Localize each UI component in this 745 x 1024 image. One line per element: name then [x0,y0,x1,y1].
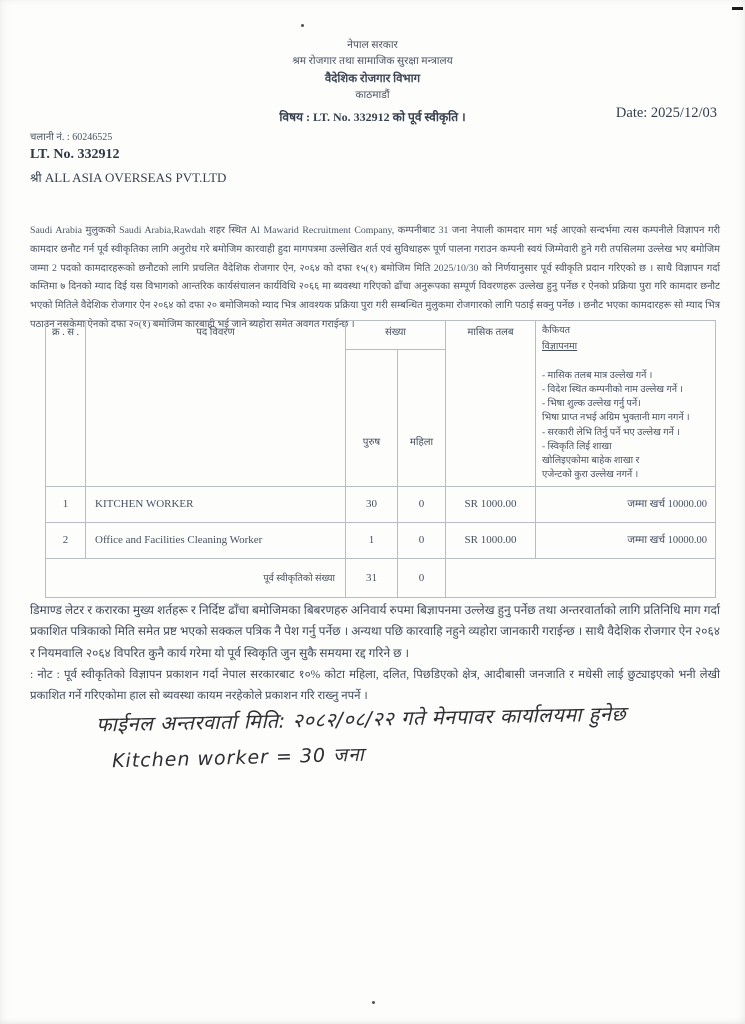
row-position: Office and Facilities Cleaning Worker [86,522,346,558]
row-male-count: 1 [346,522,398,558]
approval-paragraph: Saudi Arabia मुलुकको Saudi Arabia,Rawdah शहर स्थित Al Mawarid Recruitment Company, कम्पनीबाट 31 जना नेपाली कामदार माग भई आएको सन्दर्भमा त्यस कम्पनीले विज्ञापन गरी कामदार छनौट गर्न पूर्व स्वीकृतिका लागि अनुरोध गरे बमोजिम कारवाही हुदा मागपत्रमा उल्लेखित शर्त एवं सुविधाहरू पूर्ण पालना गराउन कम्पनी स्वयं जिम्मेवारी हुने गरी तपसिलमा उल्लेख भए बमोजिम जम्मा 2 पदको कामदारहरूको छनौटको लागि प्रचलित वैदेशिक रोजगार ऐन, २०६४ को दफा १५(१) बमोजिम मिति 2025/10/30 को निर्णयानुसार पूर्व स्वीकृति प्रदान गरिएको छ । साथै विज्ञापन गर्दा कम्तिमा ७ दिनको म्याद दिई यस विभागको आन्तरिक कार्यसंचालन कार्यविधि २०६६ मा ब्यवस्था गरिएको ढाँचा अनुरूपका सम्पूर्ण विवरणहरू उल्लेख हुनु पर्नेछ र ऐनको प्रक्रिया पुरा गरि कामदार छनौट भएको मितिले वैदेशिक रोजगार ऐन २०६४ को दफा २० बमोजिमको म्याद भित्र आवश्यक प्रक्रिया पुरा गरी सम्बन्धित मुलुकमा रोजगारको लागि पठाई सक्नु पर्नेछ । छनौट भएका कामदारहरू सो म्याद भित्र पठाउन नसकेमा ऐनको दफा २०(१) बमोजिम कारबाही भई जाने ब्यहोरा समेत अवगत गराईन्छ । [30,225,720,330]
handwritten-interview-note: फाईनल अन्तरवार्ता मिति: २०८२/०८/२२ गते मेनपावर कार्यालयमा हुनेछ [95,701,627,737]
row-remark: जम्मा खर्च 10000.00 [536,486,716,522]
addressee-prefix: श्री [30,171,42,185]
remarks-bullet: - मासिक तलब मात्र उल्लेख गर्ने । [542,370,653,381]
footer-female-total: 0 [398,558,446,597]
footer-empty-cell [446,558,716,597]
row-remark: जम्मा खर्च 10000.00 [536,522,716,558]
positions-table [45,320,716,598]
remarks-subtitle: विज्ञापनमा [542,342,578,353]
header-male: पुरुष [346,349,398,486]
header-remarks [536,321,716,487]
office-location: काठमाडौं [355,90,390,102]
remarks-bullet: भिषा प्राप्त नभई अग्रिम भुक्तानी माग नगर्ने । [542,413,690,424]
footer-label: पूर्व स्वीकृतिको संख्या [46,558,346,597]
remarks-title: कैफियत [542,326,571,336]
positions-table-wrapper [45,320,715,598]
remarks-bullet: एजेन्टको कुरा उल्लेख नगर्ने । [542,470,639,481]
note-paragraph: : नोट : पूर्व स्वीकृतिको विज्ञापन प्रकाशन गर्दा नेपाल सरकारबाट १०% कोटा महिला, दलित, पिछडिएको क्षेत्र, आदीबासी जनजाति र मधेसी लाई छुट्याइएको भनी लेखी प्रकाशित गर्ने गरिएकोमा हाल सो ब्यवस्था कायम नरहेकोले प्रकाशन गरि राख्नु नपर्ने । [30,669,720,702]
remarks-bullet: - सरकारी लेभि तिर्नु पर्ने भए उल्लेख गर्ने । [542,427,680,438]
row-position: KITCHEN WORKER [86,486,346,522]
header-salary: मासिक तलब [446,321,536,487]
subject-line: विषय : LT. No. 332912 को पूर्व स्वीकृति । [279,109,466,124]
row-sn: 2 [46,522,86,558]
remarks-bullet: - स्विकृति लिई शाखा [542,441,612,452]
dispatch-number: चलानी नं. : 60246525 [30,132,113,143]
header-female: महिला [398,349,446,486]
conditions-paragraph: डिमाण्ड लेटर र करारका मुख्य शर्तहरू र निर्दिष्ट ढाँचा बमोजिमका बिबरणहरु अनिवार्य रुपमा बिज्ञापनमा उल्लेख हुनु पर्नेछ तथा अन्तरवार्ताको लागि प्रतिनिधि माग गर्दा प्रकाशित पत्रिकाको मिति समेत प्रष्ट भएको सक्कल पत्रिक नै पेश गर्नु पर्नेछ । अन्यथा पछि कारवाहि नहुने व्यहोरा जानकारी गराईन्छ । साथै वैदेशिक रोजगार ऐन २०६४ र नियमवालि २०६४ विपरित कुनै कार्य गरेमा यो पूर्व स्विकृति जुन सुकै समयमा रद्द गरिने छ । [30,603,720,660]
remarks-bullet: - भिषा शुल्क उल्लेख गर्नु पर्ने। [542,399,641,409]
scan-dot [372,1001,375,1004]
scan-corner-mark [732,7,743,10]
row-female-count: 0 [398,486,446,522]
remarks-bullet: खोलिइएकोमा बाहेक शाखा र [542,456,640,466]
table-row [46,486,716,522]
row-female-count: 0 [398,522,446,558]
table-footer-row [46,558,716,597]
row-salary: SR 1000.00 [446,486,536,522]
table-header-row [46,321,716,350]
ministry-name: श्रम रोजगार तथा सामाजिक सुरक्षा मन्त्रालय [292,56,453,68]
department-name: वैदेशिक रोजगार विभाग [324,72,421,85]
handwritten-worker-count: Kitchen worker = 30 जना [111,743,365,773]
row-sn: 1 [46,486,86,522]
row-male-count: 30 [346,486,398,522]
scan-dot [301,24,304,27]
lt-number: LT. No. 332912 [30,147,120,162]
table-row [46,522,716,558]
footer-male-total: 31 [346,558,398,597]
header-count: संख्या [346,321,446,350]
date-line: Date: 2025/12/03 [615,105,717,121]
addressee-line [30,169,226,186]
row-salary: SR 1000.00 [446,522,536,558]
header-position: पद विवरण [86,321,346,487]
addressee-name: ALL ASIA OVERSEAS PVT.LTD [44,170,227,185]
remarks-bullet: - विदेश स्थित कम्पनीको नाम उल्लेख गर्ने । [542,384,684,395]
government-name: नेपाल सरकार [347,40,398,51]
header-sn: क्र . स . [46,321,86,487]
